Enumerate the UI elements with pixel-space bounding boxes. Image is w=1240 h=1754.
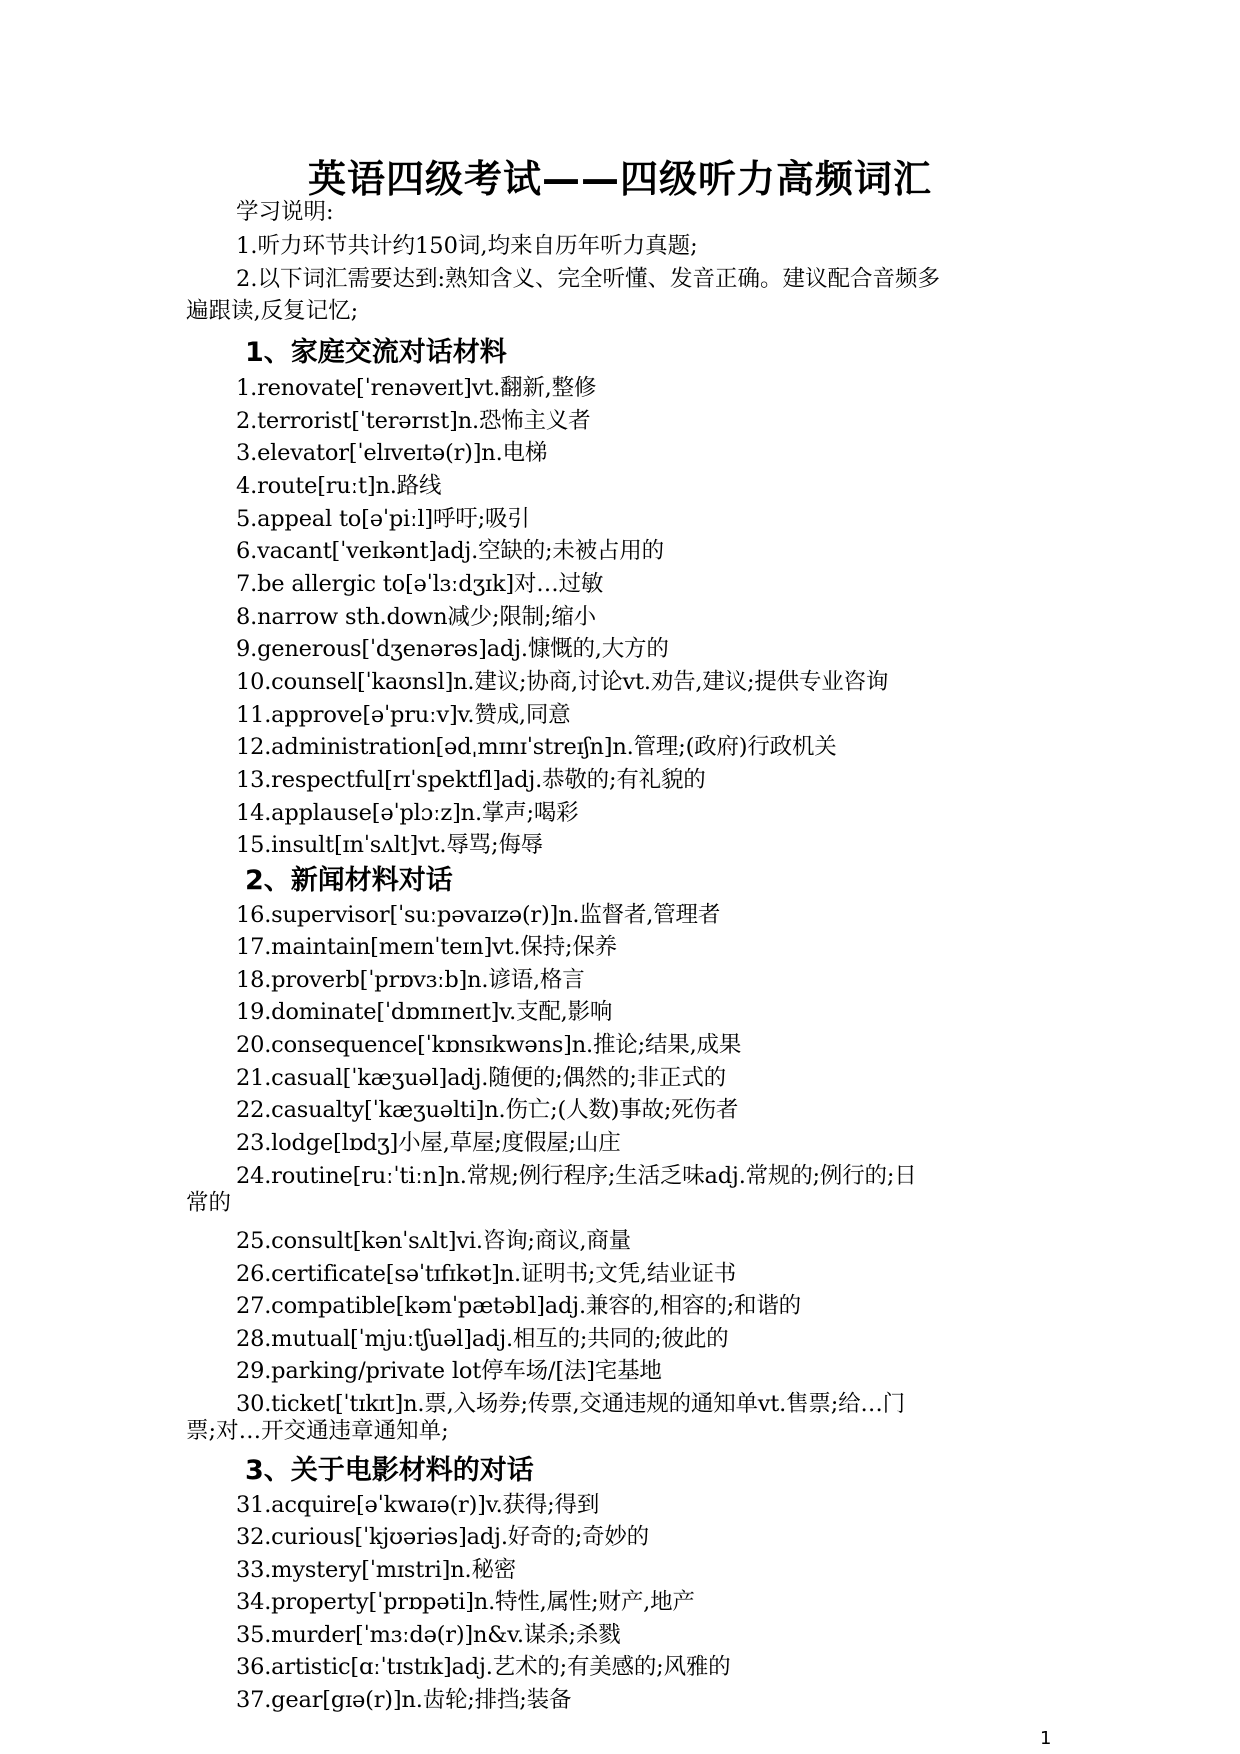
vocab-item: 28.mutual[ˈmjuːtʃuəl]adj.相互的;共同的;彼此的 (236, 1326, 729, 1352)
page-number: 1 (1040, 1728, 1052, 1749)
vocab-item: 14.applause[əˈplɔːz]n.掌声;喝彩 (236, 800, 579, 826)
vocab-item: 4.route[ruːt]n.路线 (236, 473, 442, 499)
vocab-item: 17.maintain[meɪnˈteɪn]vt.保持;保养 (236, 934, 617, 960)
vocab-item: 36.artistic[ɑːˈtɪstɪk]adj.艺术的;有美感的;风雅的 (236, 1654, 731, 1680)
vocab-item: 32.curious[ˈkjʊəriəs]adj.好奇的;奇妙的 (236, 1524, 649, 1550)
vocab-item-continued: 常的 (186, 1190, 232, 1216)
vocab-item: 19.dominate[ˈdɒmɪneɪt]v.支配,影响 (236, 999, 613, 1025)
vocab-item: 7.be allergic to[əˈlɜːdʒɪk]对…过敏 (236, 571, 604, 597)
vocab-item: 1.renovate[ˈrenəveɪt]vt.翻新,整修 (236, 375, 597, 401)
vocab-item: 22.casualty[ˈkæʒuəlti]n.伤亡;(人数)事故;死伤者 (236, 1097, 739, 1123)
vocab-item: 10.counsel[ˈkaʊnsl]n.建议;协商,讨论vt.劝告,建议;提供专业咨询 (236, 669, 889, 695)
intro-point-1: 1.听力环节共计约150词,均来自历年听力真题; (236, 233, 698, 259)
vocab-item: 20.consequence[ˈkɒnsɪkwəns]n.推论;结果,成果 (236, 1032, 742, 1058)
intro-label: 学习说明: (236, 199, 334, 225)
vocab-item: 35.murder[ˈmɜːdə(r)]n&v.谋杀;杀戮 (236, 1622, 621, 1648)
vocab-item: 8.narrow sth.down减少;限制;缩小 (236, 604, 596, 630)
vocab-item: 15.insult[ɪnˈsʌlt]vt.辱骂;侮辱 (236, 832, 543, 858)
intro-point-2-continued: 遍跟读,反复记忆; (186, 298, 359, 324)
section-heading-movie: 3、关于电影材料的对话 (245, 1455, 534, 1486)
vocab-item: 26.certificate[səˈtɪfɪkət]n.证明书;文凭,结业证书 (236, 1261, 737, 1287)
section-heading-news: 2、新闻材料对话 (245, 865, 453, 896)
vocab-item: 9.generous[ˈdʒenərəs]adj.慷慨的,大方的 (236, 636, 669, 662)
vocab-item: 6.vacant[ˈveɪkənt]adj.空缺的;未被占用的 (236, 538, 664, 564)
document-title: 英语四级考试——四级听力高频词汇 (307, 157, 932, 201)
section-heading-family: 1、家庭交流对话材料 (245, 337, 507, 368)
vocab-item-continued: 票;对…开交通违章通知单; (186, 1418, 449, 1444)
vocab-item: 34.property[ˈprɒpəti]n.特性,属性;财产,地产 (236, 1589, 695, 1615)
vocab-item: 3.elevator[ˈelɪveɪtə(r)]n.电梯 (236, 440, 548, 466)
vocab-item: 30.ticket[ˈtɪkɪt]n.票,入场券;传票,交通违规的通知单vt.售票;给…门 (236, 1391, 905, 1417)
vocab-item: 25.consult[kənˈsʌlt]vi.咨询;商议,商量 (236, 1228, 631, 1254)
vocab-item: 29.parking/private lot停车场/[法]宅基地 (236, 1358, 662, 1384)
vocab-item: 27.compatible[kəmˈpætəbl]adj.兼容的,相容的;和谐的 (236, 1293, 801, 1319)
intro-point-2: 2.以下词汇需要达到:熟知含义、完全听懂、发音正确。建议配合音频多 (236, 266, 941, 292)
vocab-item: 33.mystery[ˈmɪstri]n.秘密 (236, 1557, 517, 1583)
vocab-item: 11.approve[əˈpruːv]v.赞成,同意 (236, 702, 571, 728)
vocab-item: 31.acquire[əˈkwaɪə(r)]v.获得;得到 (236, 1492, 600, 1518)
vocab-item: 21.casual[ˈkæʒuəl]adj.随便的;偶然的;非正式的 (236, 1065, 726, 1091)
vocab-item: 12.administration[ədˌmɪnɪˈstreɪʃn]n.管理;(政府)行政机关 (236, 734, 837, 760)
vocab-item: 24.routine[ruːˈtiːn]n.常规;例行程序;生活乏味adj.常规的;例行的;日 (236, 1163, 917, 1189)
vocab-item: 18.proverb[ˈprɒvɜːb]n.谚语,格言 (236, 967, 585, 993)
vocab-item: 23.lodge[lɒdʒ]小屋,草屋;度假屋;山庄 (236, 1130, 621, 1156)
vocab-item: 16.supervisor[ˈsuːpəvaɪzə(r)]n.监督者,管理者 (236, 902, 721, 928)
vocab-item: 2.terrorist[ˈterərɪst]n.恐怖主义者 (236, 408, 591, 434)
vocab-item: 5.appeal to[əˈpiːl]呼吁;吸引 (236, 506, 530, 532)
vocab-item: 37.gear[gɪə(r)]n.齿轮;排挡;装备 (236, 1687, 572, 1713)
vocab-item: 13.respectful[rɪˈspektfl]adj.恭敬的;有礼貌的 (236, 767, 706, 793)
